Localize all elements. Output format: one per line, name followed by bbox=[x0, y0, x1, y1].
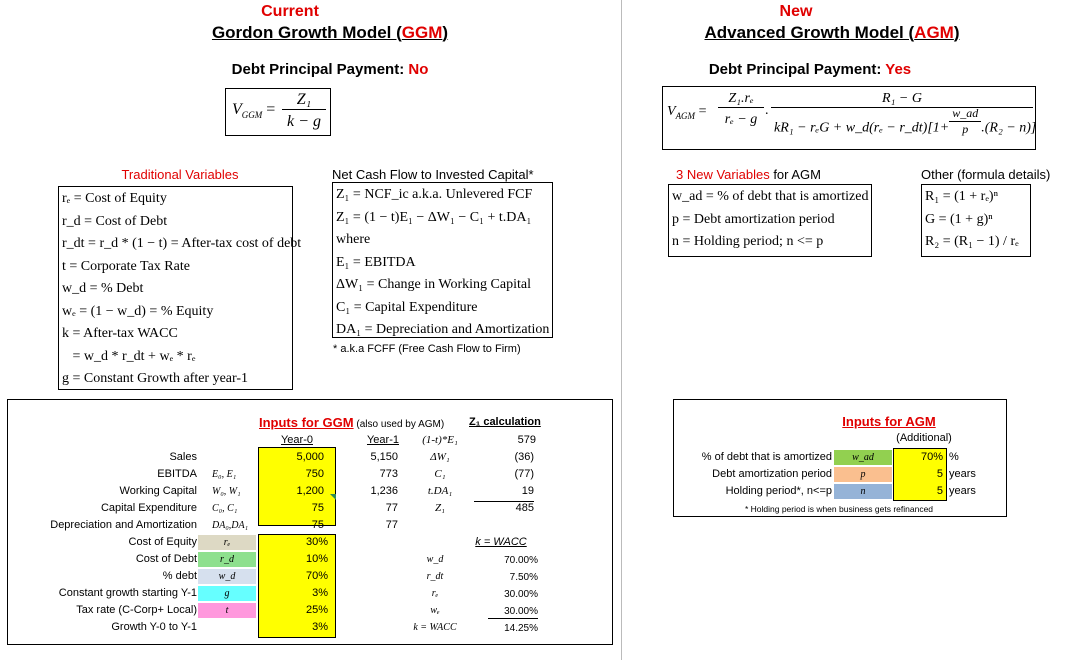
ggm-row-year0: 1,200 bbox=[296, 485, 324, 497]
ggm-row-year1: 77 bbox=[385, 502, 398, 514]
ncf-var: DA₁ = Depreciation and Amortization bbox=[336, 322, 550, 337]
ggm-rate-value: 10% bbox=[305, 553, 328, 565]
agm-formula-f2-num: R₁ − G bbox=[771, 91, 1033, 108]
agm-row-value: 70% bbox=[920, 451, 943, 463]
agm-row-value: 5 bbox=[936, 468, 943, 480]
ggm-row-year0: 750 bbox=[305, 468, 324, 480]
ggm-row-formula: Z₁ bbox=[435, 502, 445, 514]
ggm-inputs-panel bbox=[7, 399, 613, 645]
ncf-var: E₁ = EBITDA bbox=[336, 254, 416, 270]
traditional-variables-box bbox=[58, 186, 302, 390]
agm-row-label: % of debt that is amortized bbox=[701, 451, 832, 463]
wacc-value: 70.00% bbox=[504, 555, 538, 566]
trad-var: t = Corporate Tax Rate bbox=[62, 258, 190, 274]
ggm-debt-payment: Debt Principal Payment: No bbox=[231, 61, 429, 78]
agm-row-label: Debt amortization period bbox=[712, 468, 832, 480]
ggm-rate-value: 30% bbox=[305, 536, 328, 548]
other-var: G = (1 + g)ⁿ bbox=[925, 211, 993, 227]
ggm-title: Gordon Growth Model (GGM) bbox=[211, 23, 449, 42]
agm-inputs-subtitle: (Additional) bbox=[896, 432, 952, 444]
ggm-row-label: Depreciation and Amortization bbox=[50, 519, 197, 531]
ggm-formula-denominator: k − g bbox=[287, 113, 321, 130]
wacc-symbol: rₑ bbox=[431, 588, 439, 599]
ggm-rate-symbol: w_d bbox=[198, 569, 256, 584]
ggm-row-symbol: C₀, C₁ bbox=[212, 503, 238, 514]
agm-row-value: 5 bbox=[936, 485, 943, 497]
ggm-row-symbol: W₀, W₁ bbox=[212, 486, 241, 497]
new-var: w_ad = % of debt that is amortized bbox=[672, 189, 869, 204]
ggm-row-label: Working Capital bbox=[119, 485, 197, 497]
cell-comment-marker bbox=[330, 494, 336, 500]
agm-formula-dot: . bbox=[765, 103, 769, 118]
agm-row-unit: % bbox=[949, 451, 959, 463]
trad-var: g = Constant Growth after year-1 bbox=[62, 371, 249, 386]
ggm-row-label: Sales bbox=[169, 451, 197, 463]
ggm-row-year0: 5,000 bbox=[296, 451, 324, 463]
agm-formula-f1-num: Z₁.rₑ bbox=[718, 91, 764, 108]
agm-row-symbol: n bbox=[834, 484, 892, 499]
ggm-row-year0: 75 bbox=[311, 519, 324, 531]
ncf-box bbox=[332, 182, 553, 338]
wacc-value: 14.25% bbox=[504, 623, 538, 634]
ggm-row-formula: t.DA₁ bbox=[427, 485, 453, 497]
wacc-value: 30.00% bbox=[504, 589, 538, 600]
trad-var: = w_d * r_dt + wₑ * rₑ bbox=[62, 348, 196, 364]
new-variables-title: 3 New Variables for AGM bbox=[676, 167, 821, 182]
z1-calculation-title: Z₁ calculation bbox=[469, 416, 541, 428]
ggm-rate-label: Cost of Equity bbox=[128, 536, 197, 548]
ncf-var: where bbox=[336, 232, 371, 247]
wacc-symbol: k = WACC bbox=[413, 622, 457, 633]
agm-title: Advanced Growth Model (AGM) bbox=[704, 23, 960, 42]
ggm-row-symbol: E₀, E₁ bbox=[212, 469, 237, 480]
col-year1: Year-1 bbox=[366, 434, 399, 446]
agm-row-unit: years bbox=[949, 468, 976, 480]
wacc-symbol: w_d bbox=[426, 554, 444, 565]
wacc-symbol: r_dt bbox=[426, 571, 444, 582]
ggm-row-year1: 1,236 bbox=[370, 485, 398, 497]
agm-formula-box bbox=[662, 86, 1036, 150]
ggm-formula-numerator: Z₁ bbox=[282, 91, 326, 110]
ncf-var: ΔW₁ = Change in Working Capital bbox=[336, 277, 531, 292]
ggm-rate-symbol bbox=[198, 620, 256, 635]
trad-var: rₑ = Cost of Equity bbox=[62, 191, 167, 206]
agm-row-symbol: p bbox=[834, 467, 892, 482]
col-year0: Year-0 bbox=[280, 434, 313, 446]
other-title: Other (formula details) bbox=[921, 167, 1051, 182]
ggm-rate-label: Constant growth starting Y-1 bbox=[58, 587, 197, 599]
new-label: New bbox=[779, 3, 813, 20]
ggm-formula-lhs: $V_{GGM}$ = bbox=[232, 101, 276, 121]
ggm-row-z1: (77) bbox=[514, 468, 534, 480]
ggm-rate-value: 3% bbox=[312, 587, 328, 599]
ncf-note: * a.k.a FCFF (Free Cash Flow to Firm) bbox=[333, 343, 521, 355]
new-variables-box bbox=[668, 184, 872, 257]
other-var: R₁ = (1 + rₑ)ⁿ bbox=[925, 189, 998, 204]
ggm-row-z1: (36) bbox=[514, 451, 534, 463]
ggm-row-year1: 773 bbox=[379, 468, 398, 480]
current-label: Current bbox=[261, 3, 319, 20]
agm-row-unit: years bbox=[949, 485, 976, 497]
ggm-formula-box bbox=[225, 88, 331, 136]
wacc-symbol: wₑ bbox=[430, 605, 440, 616]
ggm-rate-symbol: g bbox=[198, 586, 256, 601]
new-var: p = Debt amortization period bbox=[672, 211, 835, 227]
col-formula: (1-t)*E₁ bbox=[422, 434, 458, 446]
ggm-rate-symbol: rₑ bbox=[198, 535, 256, 550]
trad-var: r_dt = r_d * (1 − t) = After-tax cost of debt bbox=[62, 236, 302, 251]
ncf-title: Net Cash Flow to Invested Capital* bbox=[332, 167, 534, 182]
agm-row-label: Holding period*, n<=p bbox=[725, 485, 832, 497]
ggm-rate-symbol: t bbox=[198, 603, 256, 618]
ggm-row-year1: 77 bbox=[385, 519, 398, 531]
ggm-rate-symbol: r_d bbox=[198, 552, 256, 567]
ncf-var: Z₁ = (1 − t)E₁ − ΔW₁ − C₁ + t.DA₁ bbox=[336, 209, 532, 225]
trad-var: r_d = Cost of Debt bbox=[62, 213, 168, 229]
wacc-sum-line bbox=[488, 618, 538, 619]
ggm-rate-value: 3% bbox=[312, 621, 328, 633]
ggm-row-year0: 75 bbox=[311, 502, 324, 514]
ggm-rate-label: % debt bbox=[162, 570, 197, 582]
wacc-value: 30.00% bbox=[504, 606, 538, 617]
ggm-inputs-title: Inputs for GGM (also used by AGM) bbox=[259, 415, 445, 430]
wacc-value: 7.50% bbox=[509, 572, 538, 583]
other-var: R₂ = (R₁ − 1) / rₑ bbox=[925, 234, 1019, 249]
trad-var: wₑ = (1 − w_d) = % Equity bbox=[62, 303, 214, 319]
wacc-title: k = WACC bbox=[475, 536, 527, 548]
ggm-rate-value: 25% bbox=[305, 604, 328, 616]
ggm-row-symbol: DA₀,DA₁ bbox=[212, 520, 249, 531]
agm-row-symbol: w_ad bbox=[834, 450, 892, 465]
ncf-var: C₁ = Capital Expenditure bbox=[336, 299, 478, 315]
trad-var: k = After-tax WACC bbox=[62, 326, 178, 341]
new-var: n = Holding period; n <= p bbox=[672, 234, 824, 249]
col-z1-head: 579 bbox=[517, 434, 536, 446]
ggm-rate-label: Cost of Debt bbox=[135, 553, 197, 565]
agm-formula-lhs: $V_{AGM}$ = bbox=[667, 104, 707, 121]
ggm-row-formula: ΔW₁ bbox=[430, 451, 450, 463]
ncf-var: Z₁ = NCF_ic a.k.a. Unlevered FCF bbox=[336, 187, 533, 202]
traditional-variables-title: Traditional Variables bbox=[121, 167, 239, 182]
ggm-row-z1: 485 bbox=[515, 502, 534, 514]
ggm-row-label: EBITDA bbox=[157, 468, 197, 480]
z1-sum-line bbox=[474, 501, 534, 502]
ggm-row-year1: 5,150 bbox=[370, 451, 398, 463]
ggm-row-z1: 19 bbox=[521, 485, 534, 497]
trad-var: w_d = % Debt bbox=[62, 281, 144, 296]
agm-formula-f1-den: rₑ − g bbox=[724, 112, 758, 127]
ggm-rate-label: Growth Y-0 to Y-1 bbox=[111, 621, 197, 633]
other-box bbox=[921, 184, 1031, 257]
agm-inputs-title: Inputs for AGM bbox=[842, 414, 936, 429]
agm-debt-payment: Debt Principal Payment: Yes bbox=[708, 61, 912, 78]
ggm-rate-value: 70% bbox=[305, 570, 328, 582]
ggm-rate-label: Tax rate (C-Corp+ Local) bbox=[76, 604, 197, 616]
agm-holding-note: * Holding period is when business gets refinanced bbox=[744, 504, 934, 514]
agm-inputs-panel bbox=[673, 399, 1007, 517]
center-divider bbox=[621, 0, 622, 660]
ggm-row-formula: C₁ bbox=[434, 468, 446, 480]
ggm-row-label: Capital Expenditure bbox=[100, 502, 197, 514]
agm-formula-f2-den: kR₁ − rₑG + w_d(rₑ − r_dt)[1+ $\frac{w\_ad}{p}$ .(R₂ − n)] bbox=[774, 106, 1037, 136]
